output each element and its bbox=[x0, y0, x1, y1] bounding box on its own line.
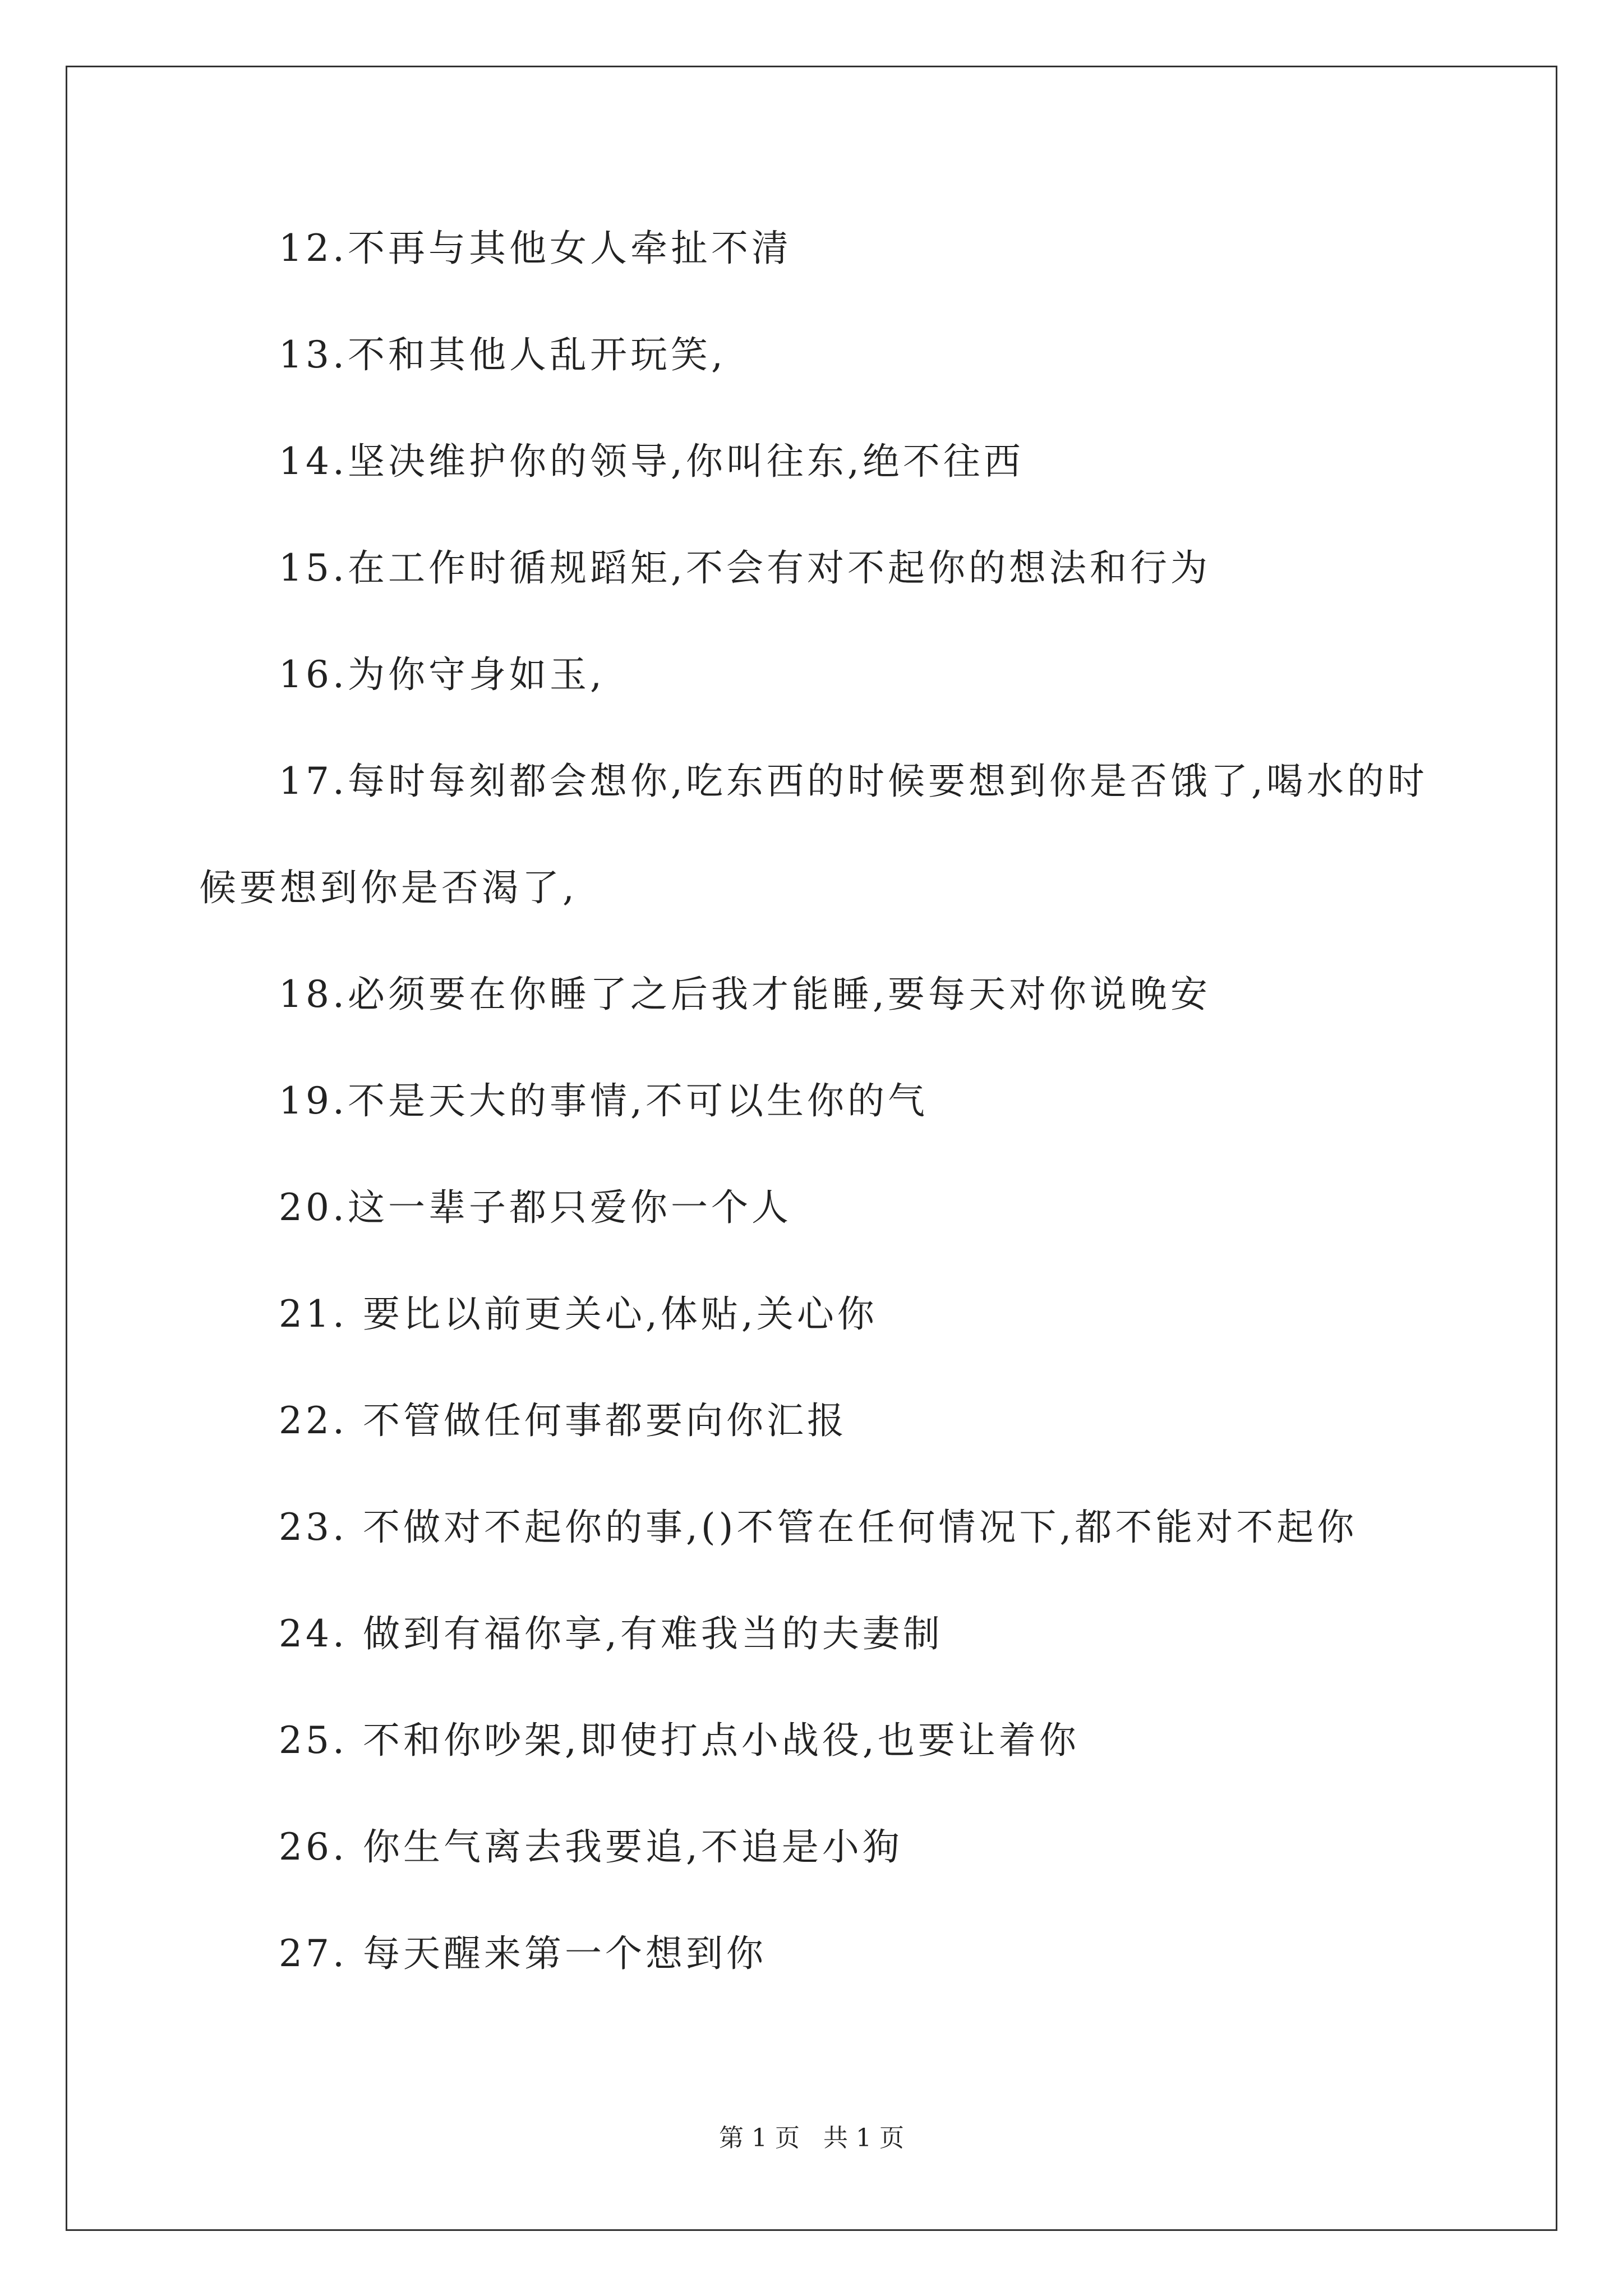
list-item-17-continuation: 候要想到你是否渴了, bbox=[199, 866, 578, 909]
list-item-22: 22. 不管做任何事都要向你汇报 bbox=[279, 1399, 847, 1442]
list-item-24: 24. 做到有福你享,有难我当的夫妻制 bbox=[279, 1612, 943, 1655]
page-footer: 第 1 页 共 1 页 bbox=[719, 2124, 904, 2152]
list-item-26: 26. 你生气离去我要追,不追是小狗 bbox=[279, 1825, 903, 1869]
list-item-20: 20.这一辈子都只爱你一个人 bbox=[279, 1186, 792, 1229]
list-item-21: 21. 要比以前更关心,体贴,关心你 bbox=[279, 1292, 878, 1336]
list-item-14: 14.坚决维护你的领导,你叫往东,绝不往西 bbox=[279, 440, 1024, 483]
page-border bbox=[66, 66, 1557, 2231]
list-item-25: 25. 不和你吵架,即使打点小战役,也要让着你 bbox=[279, 1719, 1080, 1762]
list-item-23: 23. 不做对不起你的事,()不管在任何情况下,都不能对不起你 bbox=[279, 1506, 1358, 1549]
list-item-17: 17.每时每刻都会想你,吃东西的时候要想到你是否饿了,喝水的时 bbox=[279, 760, 1428, 803]
list-item-18: 18.必须要在你睡了之后我才能睡,要每天对你说晚安 bbox=[279, 973, 1211, 1016]
list-item-19: 19.不是天大的事情,不可以生你的气 bbox=[279, 1079, 928, 1122]
list-item-13: 13.不和其他人乱开玩笑, bbox=[279, 333, 726, 376]
list-item-15: 15.在工作时循规蹈矩,不会有对不起你的想法和行为 bbox=[279, 546, 1211, 590]
list-item-16: 16.为你守身如玉, bbox=[279, 653, 605, 696]
list-item-12: 12.不再与其他女人牵扯不清 bbox=[279, 227, 792, 270]
list-item-27: 27. 每天醒来第一个想到你 bbox=[279, 1932, 767, 1975]
